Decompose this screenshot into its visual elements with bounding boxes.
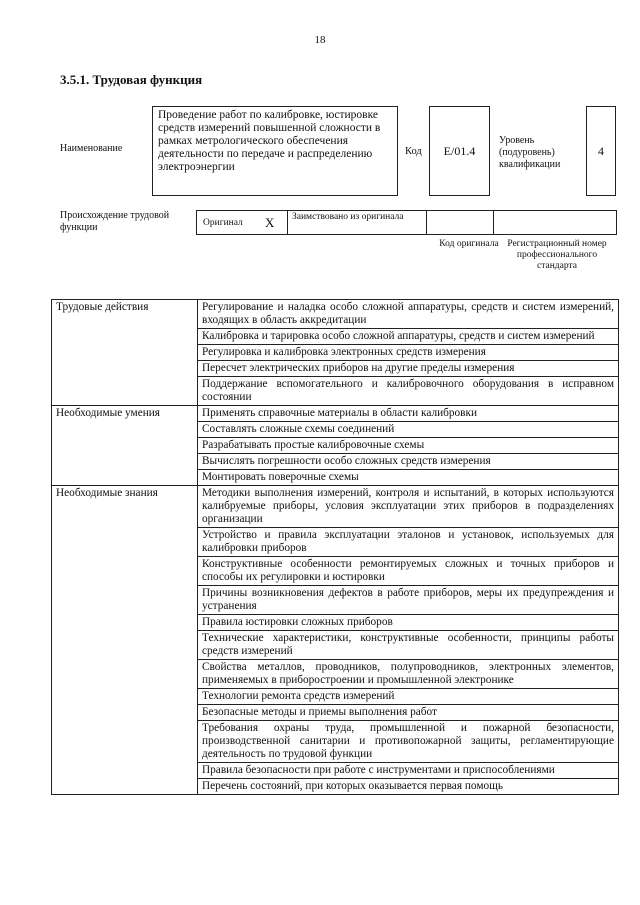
item-cell: Разрабатывать простые калибровочные схемы xyxy=(198,438,619,454)
origin-label: Происхождение трудовой функции xyxy=(60,210,170,233)
item-cell: Свойства металлов, проводников, полупроводников, электронных элементов, применяемых в приборостроении и промышленной электронике xyxy=(198,660,619,689)
item-cell: Калибровка и тарировка особо сложной аппаратуры, средств и систем измерений xyxy=(198,329,619,345)
section-heading: 3.5.1. Трудовая функция xyxy=(60,72,203,87)
table-row xyxy=(52,300,619,329)
item-cell: Применять справочные материалы в области калибровки xyxy=(198,406,619,422)
category-cell: Трудовые действия xyxy=(52,300,198,406)
code-label: Код xyxy=(405,146,422,157)
item-cell: Требования охраны труда, промышленной и пожарной безопасности, производственной санитарии и противопожарной защиты, регламентирующие деятельность по трудовой функции xyxy=(198,721,619,763)
item-cell: Методики выполнения измерений, контроля и испытаний, в которых используются калибруемые приборы, условия эксплуатации этих приборов в подразделениях организации xyxy=(198,486,619,528)
level-label: Уровень (подуровень) квалификации xyxy=(499,135,561,170)
code-value-box: E/01.4 xyxy=(429,106,490,196)
origin-row xyxy=(197,210,619,235)
item-cell: Технологии ремонта средств измерений xyxy=(198,689,619,705)
origin-code-cell xyxy=(426,210,494,235)
level-value-box: 4 xyxy=(586,106,616,196)
original-mark: X xyxy=(265,215,275,230)
item-cell: Монтировать поверочные схемы xyxy=(198,470,619,486)
function-name-box: Проведение работ по калибровке, юстировке средств измерений повышенной сложности в рамках метрологического обеспечения деятельности по передаче и распределению электроэнергии xyxy=(152,106,398,196)
origin-borrowed-cell: Заимствовано из оригинала xyxy=(287,210,427,235)
item-cell: Перечень состояний, при которых оказывается первая помощь xyxy=(198,779,619,795)
item-cell: Причины возникновения дефектов в работе приборов, меры их предупреждения и устранения xyxy=(198,586,619,615)
origin-original-cell xyxy=(196,210,288,235)
name-label: Наименование xyxy=(60,143,123,154)
category-cell: Необходимые знания xyxy=(52,486,198,795)
page-number: 18 xyxy=(314,34,326,46)
item-cell: Пересчет электрических приборов на другие пределы измерения xyxy=(198,361,619,377)
category-cell: Необходимые умения xyxy=(52,406,198,486)
table-row xyxy=(52,486,619,528)
item-cell: Безопасные методы и приемы выполнения работ xyxy=(198,705,619,721)
item-cell: Конструктивные особенности ремонтируемых сложных и точных приборов и способы их регулировки и юстировки xyxy=(198,557,619,586)
labor-function-table xyxy=(51,299,619,795)
table-row xyxy=(52,406,619,422)
code-original-caption: Код оригинала xyxy=(439,239,499,249)
item-cell: Регулировка и калибровка электронных средств измерения xyxy=(198,345,619,361)
item-cell: Составлять сложные схемы соединений xyxy=(198,422,619,438)
item-cell: Правила безопасности при работе с инструментами и приспособлениями xyxy=(198,763,619,779)
item-cell: Правила юстировки сложных приборов xyxy=(198,615,619,631)
reg-number-caption: Регистрационный номер профессионального стандарта xyxy=(507,239,607,271)
original-label: Оригинал xyxy=(203,217,243,228)
item-cell: Регулирование и наладка особо сложной аппаратуры, средств и систем измерений, входящих в область аккредитации xyxy=(198,300,619,329)
item-cell: Вычислять погрешности особо сложных средств измерения xyxy=(198,454,619,470)
item-cell: Поддержание вспомогательного и калибровочного оборудования в исправном состоянии xyxy=(198,377,619,406)
origin-reg-cell xyxy=(493,210,617,235)
item-cell: Устройство и правила эксплуатации эталонов и установок, используемых для калибровки приборов xyxy=(198,528,619,557)
item-cell: Технические характеристики, конструктивные особенности, принципы работы средств измерений xyxy=(198,631,619,660)
